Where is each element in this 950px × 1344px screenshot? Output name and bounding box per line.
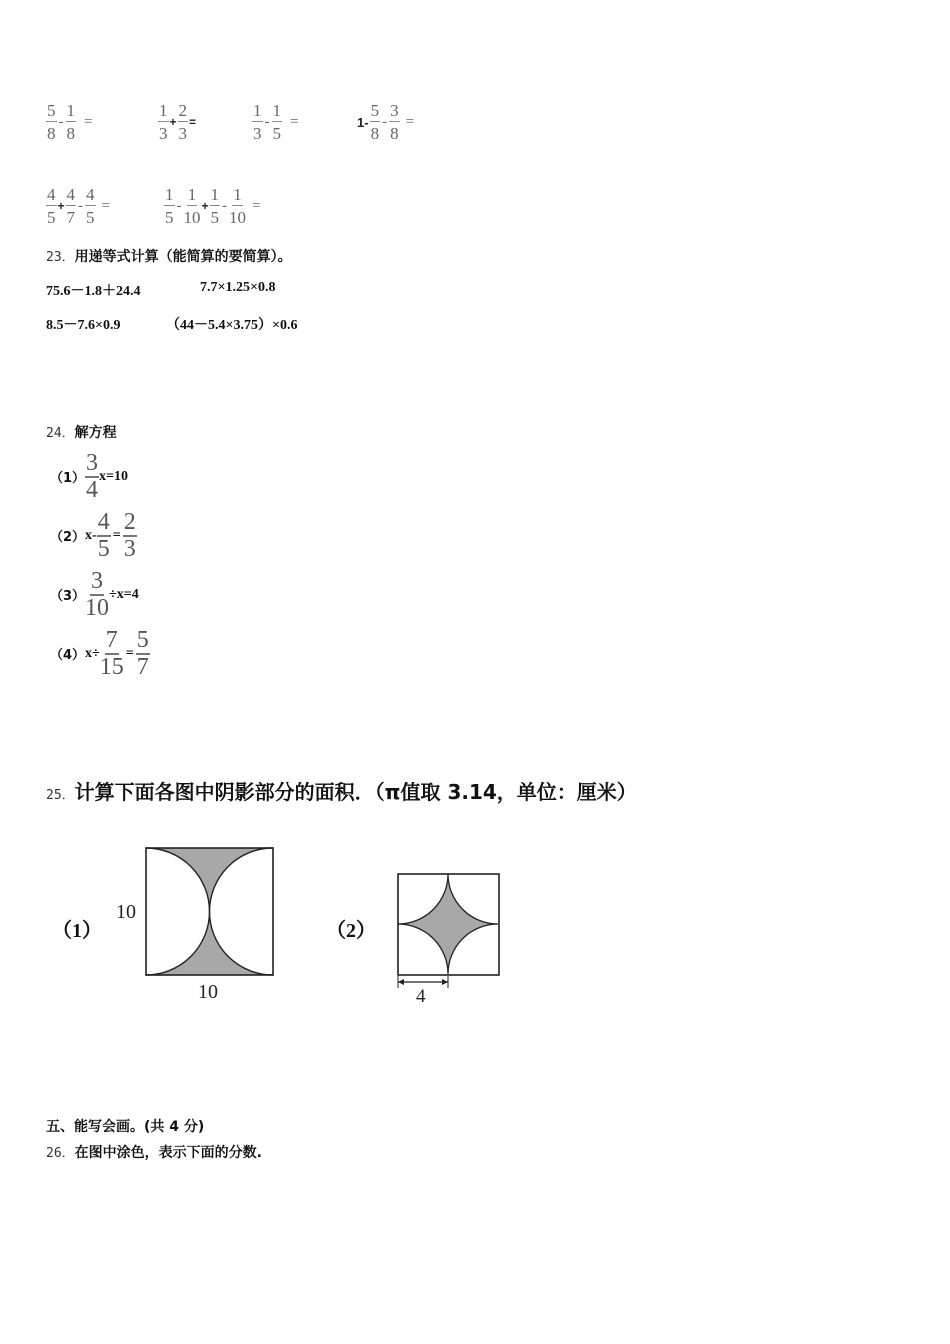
calc-item: 8.5－7.6×0.9 [46, 318, 121, 333]
calc-item: （44－5.4×3.75）×0.6 [166, 318, 298, 333]
figure-1 [110, 840, 290, 1010]
arrow-left-icon [398, 979, 404, 985]
calc-item: 75.6－1.8＋24.4 [46, 284, 141, 299]
section-5-heading: 五、能写会画。(共 4 分) [46, 1119, 205, 1135]
equation-4: （4） x÷ $\frac{7}{15}$ = $\frac{5}{7}$ [50, 627, 149, 680]
fraction: $\frac{1}{8}$ [66, 101, 75, 143]
measure-label: 4 [416, 986, 426, 1006]
question-26-heading: 26．在图中涂色，表示下面的分数. [46, 1145, 262, 1161]
calc-5: $\frac{4}{5}$ + $\frac{4}{7}$ - $\frac{4}{5}$ = [47, 185, 110, 227]
figure-1-label: （1） [52, 920, 102, 942]
equation-2: （2） x- $\frac{4}{5}$ = $\frac{2}{3}$ [50, 509, 136, 562]
question-25-heading: 25．计算下面各图中阴影部分的面积．（π值取 3.14，单位：厘米） [46, 780, 637, 804]
calc-4: 1- $\frac{5}{8}$ - $\frac{3}{8}$ = [357, 101, 415, 143]
side-label: 10 [116, 901, 136, 923]
figure-2-label: （2） [326, 920, 376, 942]
question-23-heading: 23．用递等式计算（能简算的要简算）。 [46, 249, 292, 265]
calc-3: $\frac{1}{3}$ - $\frac{1}{5}$ = [253, 101, 299, 143]
bottom-label: 10 [198, 981, 218, 1003]
calc-2: $\frac{1}{3}$ + $\frac{2}{3}$ = [159, 101, 197, 143]
equation-3: （3） $\frac{3}{10}$ ÷x=4 [50, 568, 139, 621]
equation-1: （1） 3 4 x=10 [50, 450, 129, 503]
calc-6: $\frac{1}{5}$ - $\frac{1}{10}$ + $\frac{1}{5}$ - $\frac{1}{10}$ = [165, 185, 261, 227]
figure-2 [390, 866, 510, 1006]
arrow-right-icon [442, 979, 448, 985]
fraction: $\frac{5}{8}$ [47, 101, 56, 143]
calc-item: 7.7×1.25×0.8 [200, 280, 276, 295]
shaded-star [398, 874, 498, 974]
calc-1: $\frac{5}{8}$ - $\frac{1}{8}$ = [47, 101, 93, 143]
question-24-heading: 24．解方程 [46, 425, 117, 441]
